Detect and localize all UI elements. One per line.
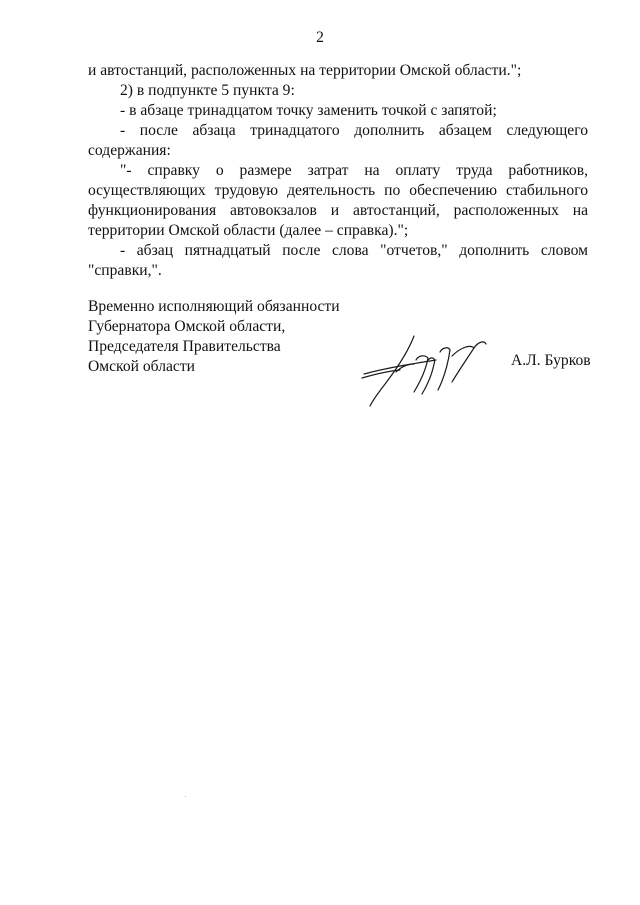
signatory-position bbox=[88, 297, 340, 377]
text-line-7: осуществляющих трудовую деятельность по обеспечению стабильного bbox=[88, 182, 588, 199]
text-line-8: функционирования автовокзалов и автостанций, расположенных на bbox=[88, 202, 588, 219]
position-line-2: Губернатора Омской области, bbox=[88, 318, 286, 335]
text-line-5: содержания: bbox=[88, 142, 171, 159]
text-line-9: территории Омской области (далее – справка)."; bbox=[88, 222, 409, 239]
signatory-name: А.Л. Бурков bbox=[511, 352, 591, 369]
text-line-2: 2) в подпункте 5 пункта 9: bbox=[120, 82, 295, 99]
text-line-11: "справки,". bbox=[88, 262, 162, 279]
position-line-3: Председателя Правительства bbox=[88, 338, 281, 355]
handwritten-signature bbox=[356, 330, 506, 410]
page-number: 2 bbox=[316, 29, 324, 46]
text-line-3: - в абзаце тринадцатом точку заменить точкой с запятой; bbox=[120, 102, 497, 119]
position-line-1: Временно исполняющий обязанности bbox=[88, 298, 340, 315]
text-line-6: "- справку о размере затрат на оплату труда работников, bbox=[120, 162, 588, 179]
text-line-10: - абзац пятнадцатый после слова "отчетов," дополнить словом bbox=[120, 242, 588, 259]
scan-speck bbox=[185, 796, 186, 797]
position-line-4: Омской области bbox=[88, 358, 196, 375]
text-line-4: - после абзаца тринадцатого дополнить абзацем следующего bbox=[120, 122, 588, 139]
document-body bbox=[88, 61, 588, 281]
text-line-1: и автостанций, расположенных на территории Омской области."; bbox=[88, 62, 522, 79]
